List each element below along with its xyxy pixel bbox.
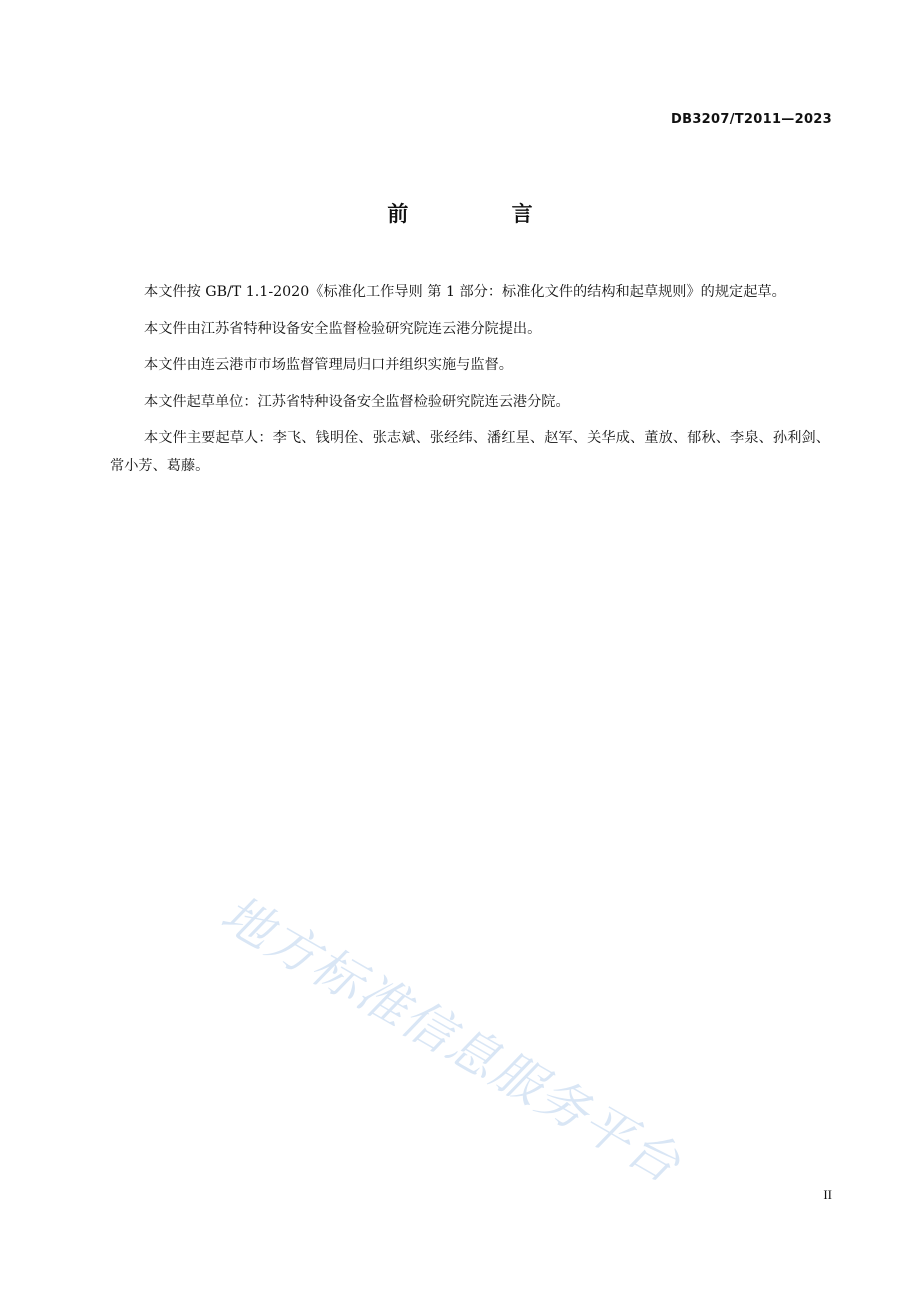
paragraph-drafters: 本文件主要起草人：李飞、钱明佺、张志斌、张经纬、潘红星、赵军、关华成、董放、郁秋、李泉、孙利剑、常小芳、葛藤。: [110, 430, 830, 474]
foreword-body: [110, 279, 830, 489]
watermark: 地方标准信息服务平台: [211, 884, 691, 1195]
paragraph-drafting-unit: 本文件起草单位：江苏省特种设备安全监督检验研究院连云港分院。: [144, 393, 570, 410]
document-code: DB3207/T2011—2023: [671, 112, 832, 127]
paragraph-drafting-rules: 本文件按 GB/T 1.1-2020《标准化工作导则 第 1 部分：标准化文件的结构和起草规则》的规定起草。: [144, 284, 786, 300]
page-number: II: [823, 1187, 832, 1202]
paragraph-administrator: 本文件由连云港市市场监督管理局归口并组织实施与监督。: [144, 357, 513, 373]
paragraph-proposer: 本文件由江苏省特种设备安全监督检验研究院连云港分院提出。: [144, 320, 542, 337]
section-title: 前 言: [387, 202, 581, 226]
